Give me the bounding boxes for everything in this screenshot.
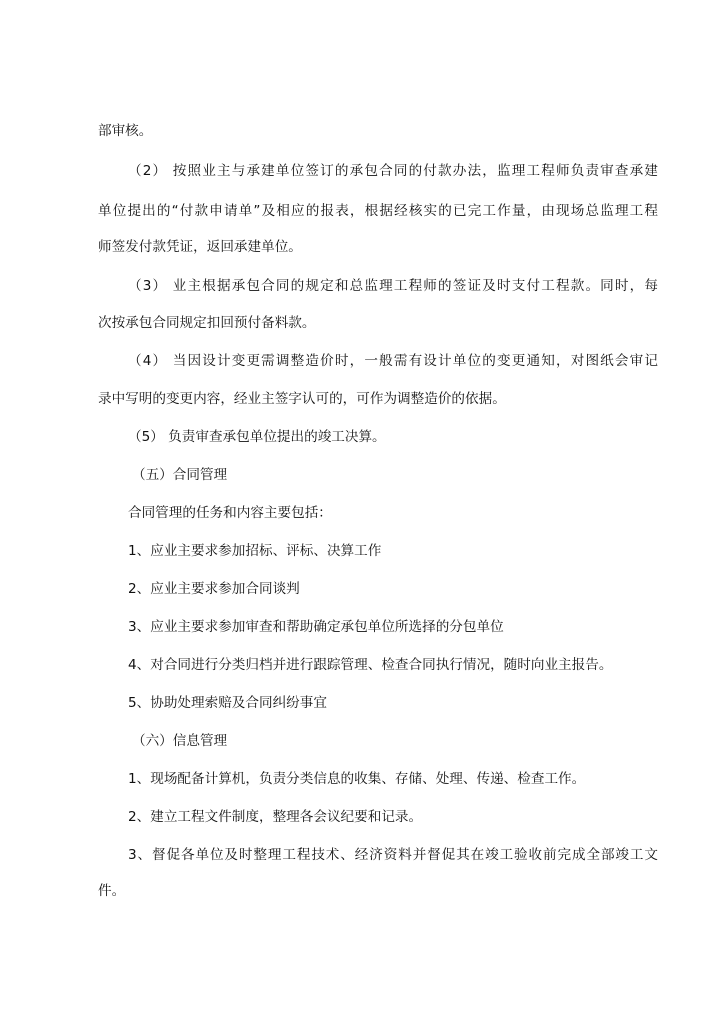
paragraph-line: 部审核。 [98,123,153,139]
list-item: 5、协助处理索赔及合同纠纷事宜 [128,695,327,711]
paragraph-line: 次按承包合同规定扣回预付备料款。 [98,315,316,331]
list-item: 2、建立工程文件制度，整理各会议纪要和记录。 [128,809,423,825]
paragraph-line: 单位提出的“付款申请单”及相应的报表，根据经核实的已完工作量，由现场总监理工程 [98,203,658,219]
list-item: 2、应业主要求参加合同谈判 [128,581,300,597]
paragraph-line: 师签发付款凭证，返回承建单位。 [98,239,302,255]
list-item: 1、应业主要求参加招标、评标、决算工作 [128,543,382,559]
paragraph-line: 录中写明的变更内容，经业主签字认可的，可作为调整造价的依据。 [98,391,506,407]
list-item: 3、督促各单位及时整理工程技术、经济资料并督促其在竣工验收前完成全部竣工文 [128,847,658,863]
list-item: 3、应业主要求参加审查和帮助确定承包单位所选择的分包单位 [128,619,504,635]
list-item: 4、对合同进行分类归档并进行跟踪管理、检查合同执行情况，随时向业主报告。 [128,657,613,673]
paragraph-line: （5） 负责审查承包单位提出的竣工决算。 [128,429,386,445]
paragraph-line: 合同管理的任务和内容主要包括： [128,505,332,521]
paragraph-line: （3） 业主根据承包合同的规定和总监理工程师的签证及时支付工程款。同时，每 [128,278,658,294]
section-heading: （五）合同管理 [132,467,228,483]
list-item: 1、现场配备计算机，负责分类信息的收集、存储、处理、传递、检查工作。 [128,771,586,787]
paragraph-line: （2） 按照业主与承建单位签订的承包合同的付款办法，监理工程师负责审查承建 [128,163,658,179]
paragraph-line: 件。 [98,883,126,899]
section-heading: （六）信息管理 [132,733,228,749]
paragraph-line: （4） 当因设计变更需调整造价时，一般需有设计单位的变更通知，对图纸会审记 [128,353,658,369]
